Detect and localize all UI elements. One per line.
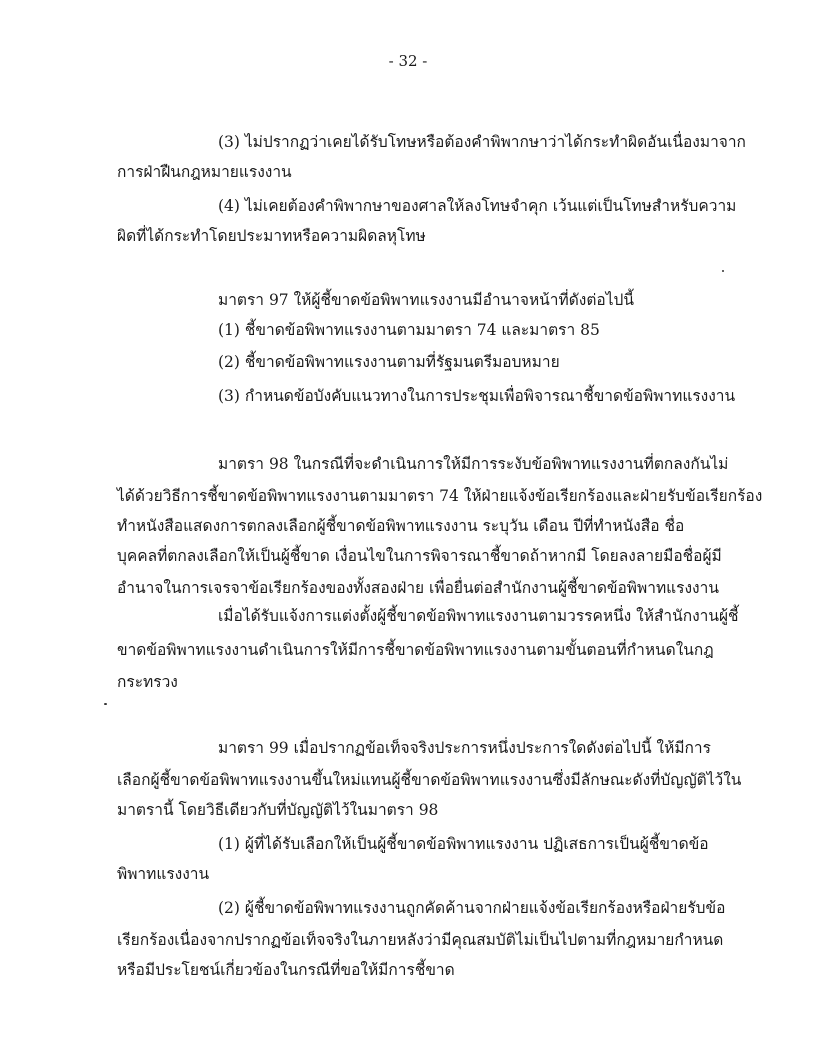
scan-speck <box>104 703 107 705</box>
text-line: (3) กำหนดข้อบังคับแนวทางในการประชุมเพื่อพิจารณาชี้ขาดข้อพิพาทแรงงาน <box>218 387 736 405</box>
text-line: ได้ด้วยวิธีการชี้ขาดข้อพิพาทแรงงานตามมาตรา 74 ให้ฝ่ายแจ้งข้อเรียกร้องและฝ่ายรับข้อเรียกร้อง <box>117 487 763 505</box>
text-line: ทำหนังสือแสดงการตกลงเลือกผู้ชี้ขาดข้อพิพาทแรงงาน ระบุวัน เดือน ปีที่ทำหนังสือ ชื่อ <box>117 517 685 535</box>
text-line: ขาดข้อพิพาทแรงงานดำเนินการให้มีการชี้ขาดข้อพิพาทแรงงานตามขั้นตอนที่กำหนดในกฎ <box>117 641 714 659</box>
page-number: - 32 - <box>388 52 428 70</box>
text-line: (1) ชี้ขาดข้อพิพาทแรงงานตามมาตรา 74 และมาตรา 85 <box>218 321 600 339</box>
text-line: มาตรานี้ โดยวิธีเดียวกับที่บัญญัติไว้ในมาตรา 98 <box>117 801 439 819</box>
section-98-heading: มาตรา 98 ในกรณีที่จะดำเนินการให้มีการระงับข้อพิพาทแรงงานที่ตกลงกันไม่ <box>218 455 729 473</box>
section-99-heading: มาตรา 99 เมื่อปรากฏข้อเท็จจริงประการหนึ่งประการใดดังต่อไปนี้ ให้มีการ <box>218 739 711 757</box>
text-line: กระทรวง <box>117 673 178 691</box>
text-line: (4) ไม่เคยต้องคำพิพากษาของศาลให้ลงโทษจำคุก เว้นแต่เป็นโทษสำหรับความ <box>218 197 737 215</box>
text-line: ผิดที่ได้กระทำโดยประมาทหรือความผิดลหุโทษ <box>117 227 426 245</box>
text-line: (2) ผู้ชี้ขาดข้อพิพาทแรงงานถูกคัดค้านจากฝ่ายแจ้งข้อเรียกร้องหรือฝ่ายรับข้อ <box>218 899 726 917</box>
text-line: เรียกร้องเนื่องจากปรากฏข้อเท็จจริงในภายหลังว่ามีคุณสมบัติไม่เป็นไปตามที่กฎหมายกำหนด <box>117 931 724 949</box>
text-line: พิพาทแรงงาน <box>117 865 210 883</box>
text-line: (2) ชี้ขาดข้อพิพาทแรงงานตามที่รัฐมนตรีมอบหมาย <box>218 353 560 371</box>
text-line: (1) ผู้ที่ได้รับเลือกให้เป็นผู้ชี้ขาดข้อพิพาทแรงงาน ปฏิเสธการเป็นผู้ชี้ขาดข้อ <box>218 835 709 853</box>
text-line: หรือมีประโยชน์เกี่ยวข้องในกรณีที่ขอให้มีการชี้ขาด <box>117 961 455 979</box>
text-line: เลือกผู้ชี้ขาดข้อพิพาทแรงงานขึ้นใหม่แทนผู้ชี้ขาดข้อพิพาทแรงงานซึ่งมีลักษณะดังที่บัญญัติไว้ใน <box>117 771 742 789</box>
scan-speck <box>722 270 724 272</box>
section-97-heading: มาตรา 97 ให้ผู้ชี้ขาดข้อพิพาทแรงงานมีอำนาจหน้าที่ดังต่อไปนี้ <box>218 291 634 309</box>
text-line: บุคคลที่ตกลงเลือกให้เป็นผู้ชี้ขาด เงื่อนไขในการพิจารณาชี้ขาดถ้าหากมี โดยลงลายมือชื่อผู้มี <box>117 547 722 565</box>
text-line: การฝ่าฝืนกฎหมายแรงงาน <box>117 163 292 181</box>
text-line: อำนาจในการเจรจาข้อเรียกร้องของทั้งสองฝ่าย เพื่อยื่นต่อสำนักงานผู้ชี้ขาดข้อพิพาทแรงงาน <box>117 579 719 597</box>
text-line: (3) ไม่ปรากฏว่าเคยได้รับโทษหรือต้องคำพิพากษาว่าได้กระทำผิดอันเนื่องมาจาก <box>218 133 746 151</box>
text-line: เมื่อได้รับแจ้งการแต่งตั้งผู้ชี้ขาดข้อพิพาทแรงงานตามวรรคหนึ่ง ให้สำนักงานผู้ชี้ <box>218 607 739 625</box>
